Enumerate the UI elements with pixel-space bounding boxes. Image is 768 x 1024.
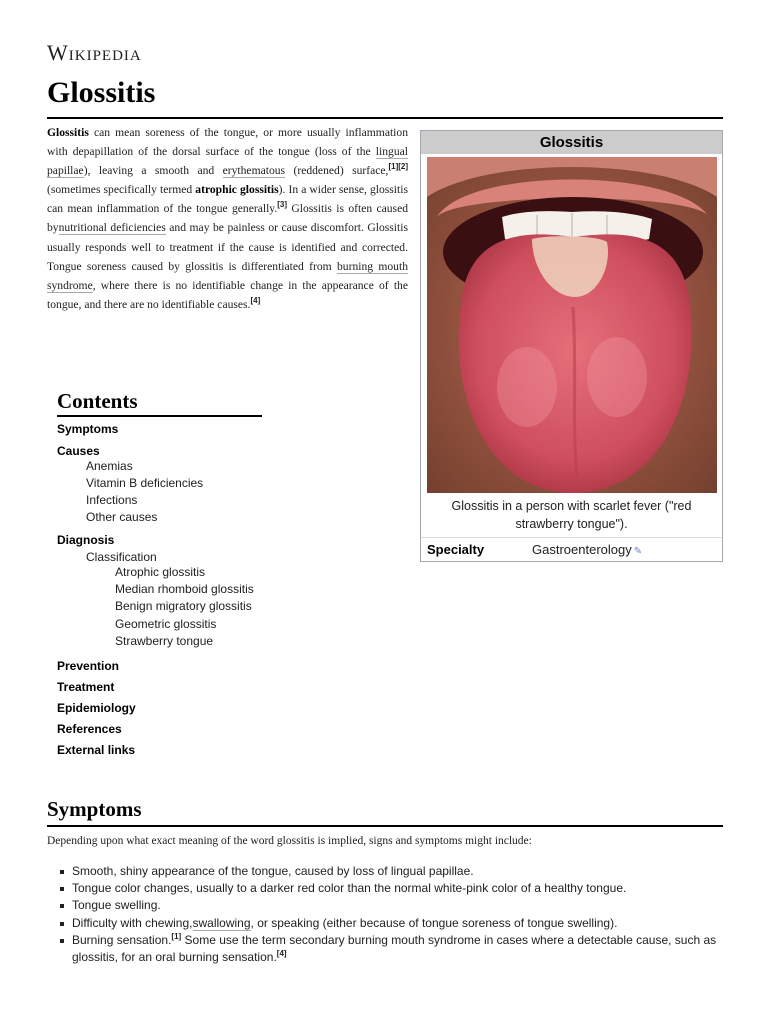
table-of-contents: [57, 388, 267, 757]
term-atrophic-glossitis: atrophic glossitis: [195, 183, 279, 197]
section-heading-symptoms: Symptoms: [47, 797, 142, 821]
list-item: Burning sensation.[1] Some use the term secondary burning mouth syndrome in cases where a detectable cause, such as glossitis, for an oral burning sensation.[4]: [58, 932, 718, 966]
link-swallowing[interactable]: swallowing: [192, 915, 251, 930]
toc-item[interactable]: Causes: [57, 444, 100, 458]
infobox-image[interactable]: [427, 157, 717, 493]
specialty-label: Specialty: [427, 542, 485, 557]
section-divider: [47, 825, 723, 827]
infobox-divider: [421, 537, 722, 538]
list-item: Difficulty with chewing,swallowing, or speaking (either because of tongue soreness of tongue swelling).: [58, 915, 718, 932]
toc-item[interactable]: Classification: [86, 550, 157, 564]
toc-item[interactable]: Epidemiology: [57, 701, 136, 715]
toc-item[interactable]: Prevention: [57, 659, 120, 673]
toc-item[interactable]: Anemias: [86, 459, 133, 473]
toc-item[interactable]: Treatment: [57, 680, 115, 694]
toc-item[interactable]: References: [57, 722, 122, 736]
list-item: Smooth, shiny appearance of the tongue, caused by loss of lingual papillae.: [58, 863, 718, 880]
pencil-icon[interactable]: ✎: [633, 546, 643, 557]
toc-item[interactable]: Vitamin B deficiencies: [86, 476, 204, 490]
toc-item[interactable]: Benign migratory glossitis: [115, 599, 252, 613]
symptoms-intro: Depending upon what exact meaning of the word glossitis is implied, signs and symptoms might include:: [47, 835, 532, 847]
link-erythematous[interactable]: erythematous: [222, 164, 286, 178]
toc-item[interactable]: Atrophic glossitis: [115, 565, 206, 579]
toc-title: Contents: [57, 389, 138, 413]
infobox-caption: Glossitis in a person with scarlet fever ("red strawberry tongue").: [451, 499, 692, 531]
toc-item[interactable]: Infections: [86, 493, 138, 507]
toc-item[interactable]: Strawberry tongue: [115, 634, 214, 648]
intro-term: Glossitis: [47, 126, 89, 139]
list-item: Tongue swelling.: [58, 897, 718, 914]
ref-1[interactable]: [1]: [171, 931, 182, 941]
toc-item[interactable]: Median rhomboid glossitis: [115, 582, 254, 596]
infobox: [420, 130, 723, 562]
ref-2[interactable]: [2]: [398, 162, 409, 172]
toc-item[interactable]: Diagnosis: [57, 533, 115, 547]
ref-1[interactable]: [1]: [388, 162, 399, 172]
list-item: Tongue color changes, usually to a darker red color than the normal white-pink color of a healthy tongue.: [58, 880, 718, 897]
ref-4[interactable]: [4]: [276, 949, 287, 959]
ref-4[interactable]: [4]: [250, 295, 261, 305]
toc-divider: [57, 415, 262, 417]
wikipedia-logo[interactable]: Wikipedia: [47, 40, 142, 65]
specialty-value[interactable]: Gastroenterology ✎: [532, 542, 643, 557]
toc-item[interactable]: Other causes: [86, 510, 158, 524]
ref-3[interactable]: [3]: [277, 200, 288, 210]
page-title: Glossitis: [47, 76, 156, 109]
toc-item[interactable]: Geometric glossitis: [115, 617, 217, 631]
link-lingual-papillae[interactable]: lingual papillae: [47, 145, 408, 178]
link-burning-mouth-syndrome[interactable]: burning mouth syndrome: [47, 259, 408, 292]
toc-item[interactable]: Symptoms: [57, 422, 119, 436]
toc-item[interactable]: External links: [57, 743, 136, 757]
title-divider: [47, 117, 723, 119]
infobox-title: Glossitis: [421, 131, 722, 154]
link-nutritional-deficiencies[interactable]: nutritional deficiencies: [58, 221, 166, 235]
symptoms-list: [58, 863, 718, 966]
intro-paragraph: Glossitis can mean soreness of the tongue, or more usually inflammation with depapillation of the dorsal surface of the tongue (loss of the lingual papillae), leaving a smooth and erythematous (reddened) surface,[1][2] (sometimes specifically termed atrophic glossitis). In a wider sense, glossitis can mean inflammation of the tongue generally.[3] Glossitis is often caused bynutritional deficiencies and may be painless or cause discomfort. Glossitis usually responds well to treatment if the cause is identified and corrected. Tongue soreness caused by glossitis is differentiated from burning mouth syndrome, where there is no identifiable change in the appearance of the tongue, and there are no identifiable causes.[4]: [47, 126, 409, 311]
